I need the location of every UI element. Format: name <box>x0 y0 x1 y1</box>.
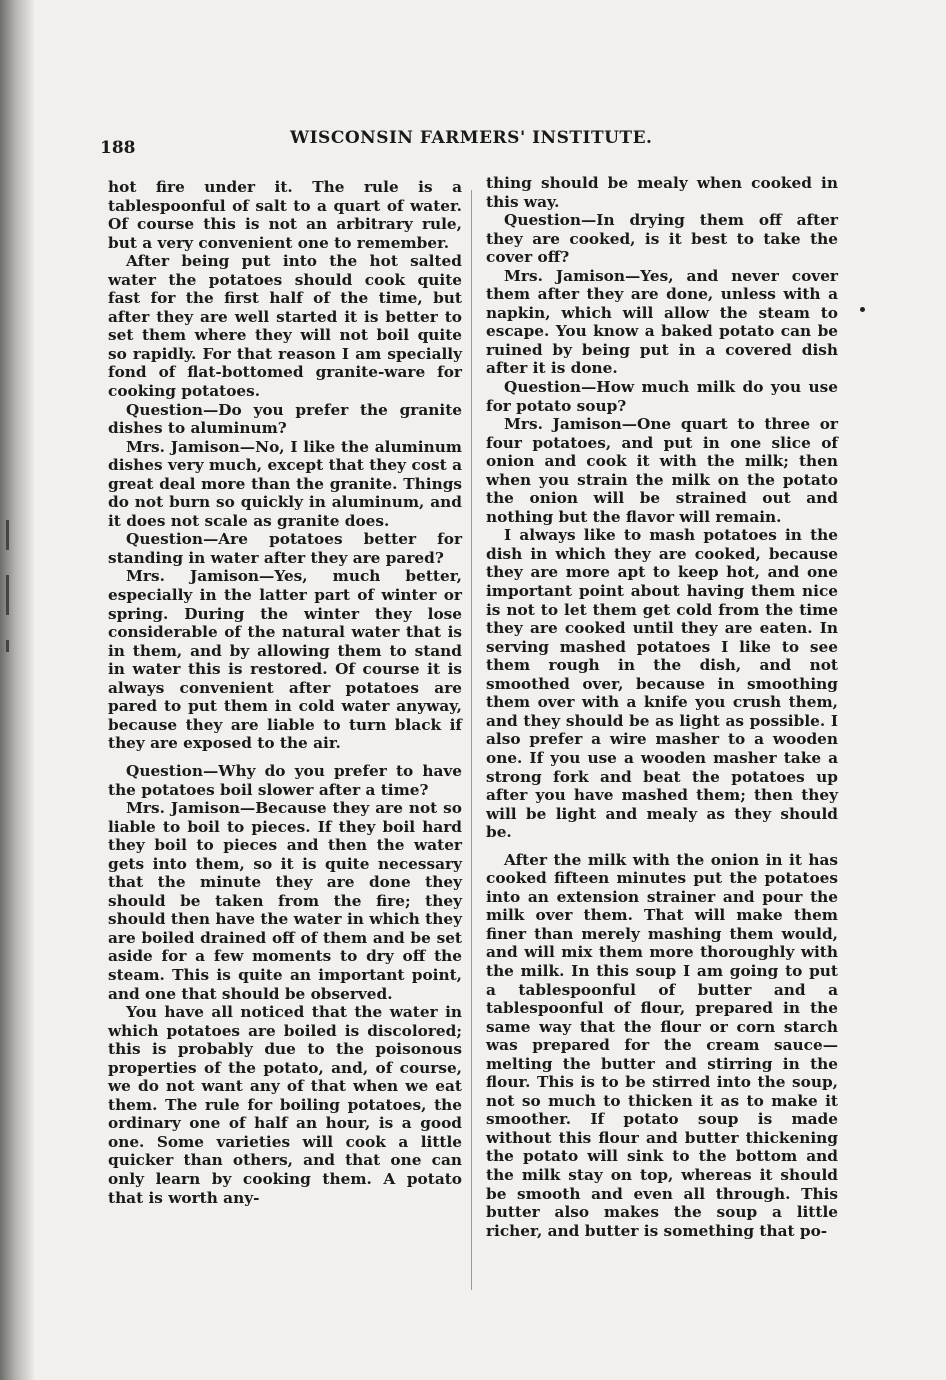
running-title: WISCONSIN FARMERS' INSTITUTE. <box>290 128 653 148</box>
paragraph: After the milk with the onion in it has cooked fifteen minutes put the potatoes into an extension strainer and pour the milk over them. That will make them finer than merely mashing them would, and will mix them more thoroughly with the milk. In this soup I am going to put a tablespoonful of butter and a tablespoonful of flour, prepared in the same way that the flour or corn starch was prepared for the cream sauce—melting the butter and stirring in the flour. This is to be stirred into the soup, not so much to thicken it as to make it smoother. If potato soup is made without this flour and butter thickening the potato will sink to the bottom and the milk stay on top, whereas it should be smooth and even all through. This butter also makes the soup a little richer, and butter is something that po- <box>486 850 838 1240</box>
paragraph: You have all noticed that the water in which potatoes are boiled is discolored; this is probably due to the poisonous properties of the potato, and, of course, we do not want any of that when we eat them. The rule for boiling potatoes, the ordinary one of half an hour, is a good one. Some varieties will cook a little quicker than others, and that one can only learn by cooking them. A potato that is worth any- <box>108 1003 462 1207</box>
edge-mark <box>6 640 9 652</box>
edge-mark <box>6 575 9 615</box>
paragraph: hot fire under it. The rule is a tablespoonful of salt to a quart of water. Of course this is not an arbitrary rule, but a very convenient one to remember. <box>108 178 462 252</box>
paragraph: Question—Why do you prefer to have the potatoes boil slower after a time? <box>108 761 462 799</box>
left-column <box>108 178 462 1207</box>
paragraph: Mrs. Jamison—No, I like the aluminum dishes very much, except that they cost a great deal more than the granite. Things do not burn so quickly in aluminum, and it does not scale as granite does. <box>108 437 462 530</box>
column-divider <box>471 190 472 1290</box>
paragraph: Mrs. Jamison—Because they are not so liable to boil to pieces. If they boil hard they boil to pieces and then the water gets into them, so it is quite necessary that the minute they are done they should be taken from the fire; they should then have the water in which they are boiled drained off of them and be set aside for a few moments to dry off the steam. This is quite an important point, and one that should be observed. <box>108 799 462 1003</box>
page-gutter-shadow <box>0 0 34 1380</box>
paragraph: Mrs. Jamison—Yes, and never cover them after they are done, unless with a napkin, which will allow the steam to escape. You know a baked potato can be ruined by being put in a covered dish after it is done. <box>486 266 838 378</box>
paragraph: Mrs. Jamison—One quart to three or four potatoes, and put in one slice of onion and cook it with the milk; then when you strain the milk on the potato the onion will be strained out and nothing but the flavor will remain. <box>486 415 838 526</box>
ink-dot <box>860 307 865 312</box>
paragraph: Mrs. Jamison—Yes, much better, especially in the latter part of winter or spring. During the winter they lose considerable of the natural water that is in them, and by allowing them to stand in water this is restored. Of course it is always convenient after potatoes are pared to put them in cold water anyway, because they are liable to turn black if they are exposed to the air. <box>108 567 462 753</box>
paragraph: Question—Are potatoes better for standing in water after they are pared? <box>108 530 462 567</box>
paragraph: Question—Do you prefer the granite dishes to aluminum? <box>108 400 462 438</box>
paragraph: thing should be mealy when cooked in this way. <box>486 174 838 211</box>
edge-mark <box>6 520 9 550</box>
paragraph: After being put into the hot salted water the potatoes should cook quite fast for the first half of the time, but after they are well started it is better to set them where they will not boil quite so rapidly. For that reason I am specially fond of flat-bottomed granite-ware for cooking potatoes. <box>108 252 462 401</box>
paragraph: I always like to mash potatoes in the dish in which they are cooked, because they are more apt to keep hot, and one important point about having them nice is not to let them get cold from the time they are cooked until they are eaten. In serving mashed potatoes I like to see them rough in the dish, and not smoothed over, because in smoothing them over with a knife you crush them, and they should be as light as possible. I also prefer a wire masher to a wooden one. If you use a wooden masher take a strong fork and beat the potatoes up after you have mashed them; then they will be light and mealy as they should be. <box>486 526 838 842</box>
page-header <box>100 128 680 158</box>
right-column <box>486 174 838 1240</box>
paragraph: Question—In drying them off after they are cooked, is it best to take the cover off? <box>486 211 838 267</box>
paragraph: Question—How much milk do you use for potato soup? <box>486 378 838 415</box>
page-number: 188 <box>100 138 136 158</box>
